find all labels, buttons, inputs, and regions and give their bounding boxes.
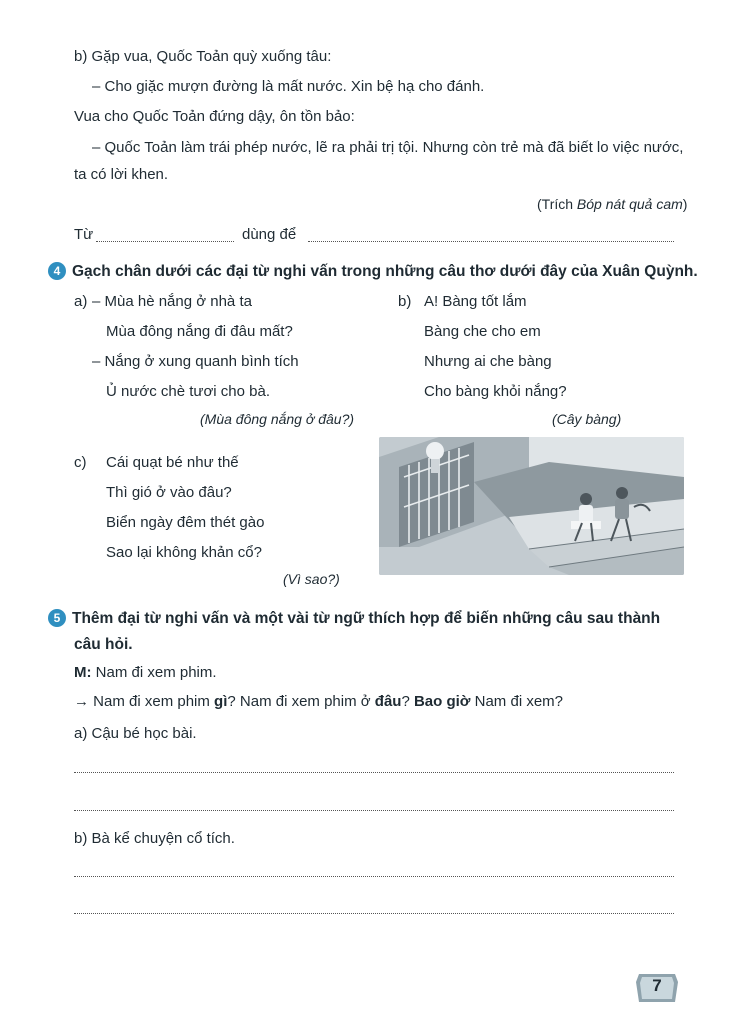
poem-b-line2: Bàng che cho em: [424, 323, 541, 340]
poem-c-line1: Cái quạt bé như thế: [106, 454, 239, 471]
fill-usage-label: dùng để: [242, 226, 297, 243]
poem-b-line1: A! Bàng tốt lắm: [424, 293, 527, 310]
section-b-source: (Trích Bóp nát quả cam): [537, 196, 688, 212]
illustration-svg: [379, 437, 684, 575]
q5-model: M: Nam đi xem phim.: [74, 664, 217, 681]
q5-title-line1: 5 Thêm đại từ nghi vấn và một vài từ ngữ thích hợp để biến những câu sau thành: [48, 609, 660, 628]
q4-number-badge: 4: [48, 262, 66, 280]
fill-word-label: Từ: [74, 226, 94, 243]
fill-usage-blank[interactable]: [308, 241, 674, 242]
poem-c-label: c): [74, 454, 87, 471]
poem-a-source: (Mùa đông nắng ở đâu?): [200, 411, 355, 427]
poem-c-line3: Biển ngày đêm thét gào: [106, 514, 265, 531]
q5-item-a: a) Cậu bé học bài.: [74, 725, 197, 742]
poem-c-line2: Thì gió ở vào đâu?: [106, 484, 232, 501]
page-number: 7: [652, 976, 662, 995]
section-b-line4: ta có lời khen.: [74, 166, 169, 183]
poem-a-label: a): [74, 293, 88, 310]
q5-b-answer-line1[interactable]: [74, 876, 674, 877]
poem-c-line4: Sao lại không khản cổ?: [106, 544, 262, 561]
q5-title-line2: câu hỏi.: [74, 636, 133, 653]
poem-a-line1: – Mùa hè nắng ở nhà ta: [92, 293, 252, 310]
q5-model-answer: → Nam đi xem phim gì? Nam đi xem phim ở đâu? Bao giờ Nam đi xem?: [74, 693, 563, 710]
fill-word-blank[interactable]: [96, 241, 234, 242]
section-b-line2: Vua cho Quốc Toản đứng dậy, ôn tồn bảo:: [74, 108, 355, 125]
poem-c-source: (Vì sao?): [283, 571, 340, 587]
poem-a-line4: Ủ nước chè tươi cho bà.: [106, 383, 270, 400]
poem-b-label: b): [398, 293, 412, 310]
section-b-intro: b) Gặp vua, Quốc Toản quỳ xuống tâu:: [74, 48, 332, 65]
q5-b-answer-line2[interactable]: [74, 913, 674, 914]
poem-b-line4: Cho bàng khỏi nắng?: [424, 383, 567, 400]
poem-b-line3: Nhưng ai che bàng: [424, 353, 552, 370]
illustration-house-steps: [379, 437, 684, 575]
q5-a-answer-line1[interactable]: [74, 772, 674, 773]
section-b-line3: – Quốc Toản làm trái phép nước, lẽ ra phải trị tội. Nhưng còn trẻ mà đã biết lo việc nước,: [92, 139, 684, 156]
poem-b-source: (Cây bàng): [552, 411, 622, 427]
q5-a-answer-line2[interactable]: [74, 810, 674, 811]
poem-a-line2: Mùa đông nắng đi đâu mất?: [106, 323, 293, 340]
poem-a-line3: – Nắng ở xung quanh bình tích: [92, 353, 299, 370]
q4-title: 4 Gạch chân dưới các đại từ nghi vấn trong những câu thơ dưới đây của Xuân Quỳnh.: [48, 262, 698, 281]
q5-number-badge: 5: [48, 609, 66, 627]
section-b-line1: – Cho giặc mượn đường là mất nước. Xin bệ hạ cho đánh.: [92, 78, 485, 95]
q5-item-b: b) Bà kể chuyện cổ tích.: [74, 830, 235, 847]
